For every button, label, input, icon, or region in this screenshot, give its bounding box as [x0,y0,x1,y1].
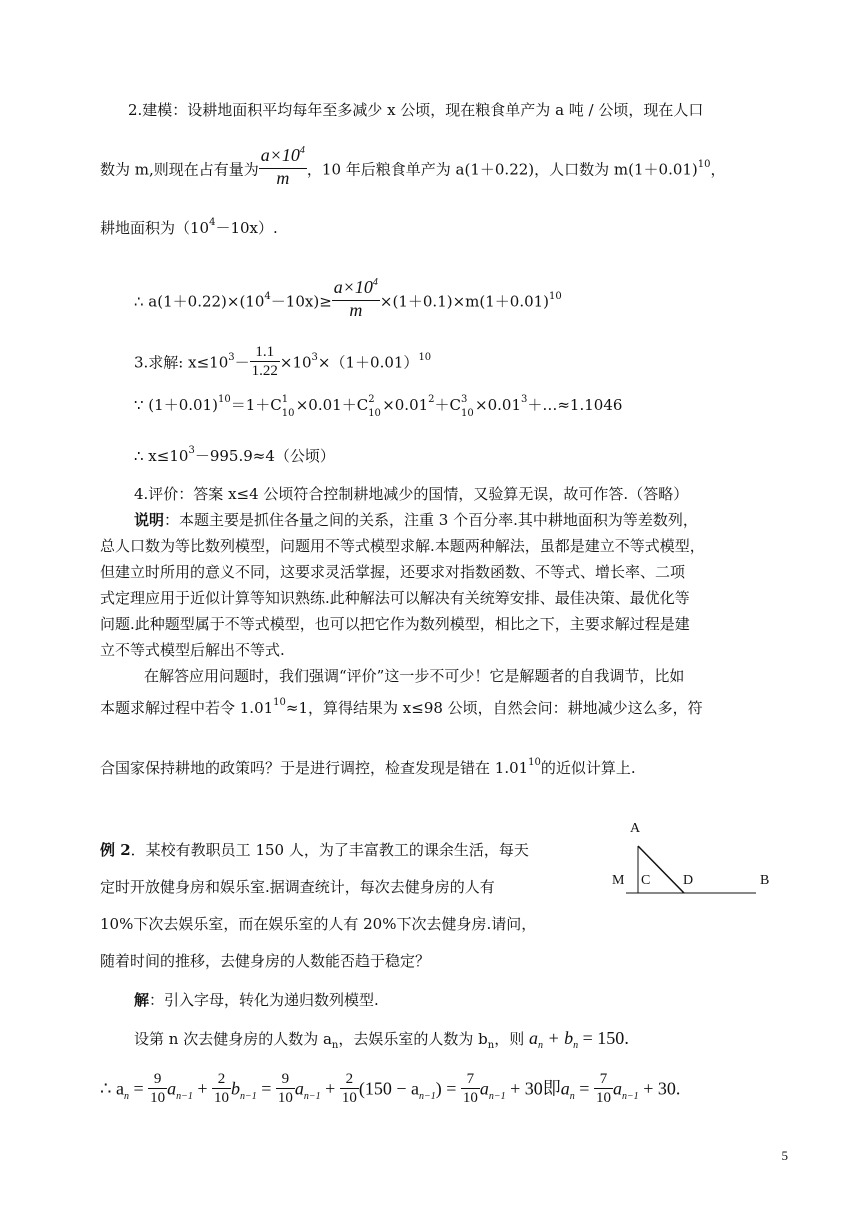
note-line-6: 立不等式模型后解出不等式. [100,641,285,659]
example2-line-2: 定时开放健身房和娱乐室.据调查统计，每次去健身房的人有 [100,878,495,896]
solution-label: 解 [134,991,150,1009]
because-line: ∵ $(1+0.01)^{10}=1+C$ 1 10 ×0.01＋C 2 10 $\times 0.01^2+C$ 3 10 $\times 0.01^3+\dots\approx 1.1046$ [134,394,623,419]
therefore-line: ∴ $x\le 10^3-995.9\approx 4$（公顷） [134,445,335,465]
label-c: C [641,873,651,888]
para2-line-2: 本题求解过程中若令 $1.01^{10}\approx 1$，算得结果为 x≤98 公顷，自然会问：耕地减少这么多，符 [100,697,703,717]
para2-line-3: 合国家保持耕地的政策吗？于是进行调控，检查发现是错在 1.01$^{10}$的近似计算上. [100,757,636,777]
model-inequality: ∴ $a(1+0.22)\times(10^4-10x)\ge$ $\frac{a\times 10^4}{m}$ $\times(1+0.1)\times m(1+0.01)^{10}$ [134,277,562,320]
example2-line-1: 例 2．某校有教职员工 150 人，为了丰富教工的课余生活，每天 [100,841,529,859]
note-line-5: 问题.此种题型属于不等式模型，也可以把它作为数列模型，相比之下，主要求解过程是建 [100,615,690,633]
solution-line-2: 设第 n 次去健身房的人数为 $a_n$，去娱乐室的人数为 $b_n$，则 $a_n + b_n = 150$. [134,1028,629,1051]
example2-line-3: 10%下次去娱乐室，而在娱乐室的人有 20%下次去健身房.请问， [100,915,537,933]
geometry-diagram [600,818,780,908]
label-d: D [683,873,694,888]
example2-line-4: 随着时间的推移，去健身房的人数能否趋于稳定？ [100,952,431,970]
model-line-3: 耕地面积为$(10^4-10x)$. [100,217,278,237]
fraction-a10-4-over-m: $\frac{a\times 10^4}{m}$ [260,145,305,188]
example2-label: 例 2 [100,841,131,859]
label-b: B [760,873,770,888]
note-line-4: 式定理应用于近似计算等知识熟练.此种解法可以解决有关统筹安排、最佳决策、最优化等 [100,589,690,607]
note-line-1: 说明：本题主要是抓住各量之间的关系，注重 3 个百分率.其中耕地面积为等差数列， [134,511,698,529]
solution-line-1: 解：引入字母，转化为递归数列模型. [134,991,379,1009]
label-a: A [630,821,641,836]
page-number: 5 [781,1148,788,1163]
solve-line: 3.求解: $x\le 10^3-$ $\frac{1.1}{1.22}$ $\times 10^3\times(1+0.01)^{10}$ [134,344,432,379]
para2-line-1: 在解答应用问题时，我们强调“评价”这一步不可少！它是解题者的自我调节，比如 [144,667,685,685]
fraction-1.1-over-1.22: $\frac{1.1}{1.22}$ [251,344,278,379]
model-line-1: 2.建模：设耕地面积平均每年至多减少 x 公顷，现在粮食单产为 a 吨 / 公顷，现在人口 [128,101,704,119]
label-m: M [612,873,625,888]
fraction-a10-4-over-m-2: $\frac{a\times 10^4}{m}$ [333,277,378,320]
note-line-3: 但建立时所用的意义不同，这要求灵活掌握，还要求对指数函数、不等式、增长率、二项 [100,563,686,581]
recurrence-equation: ∴ $a_n$ = $\frac{9}{10}$ $a_{n-1}$ + $\frac{2}{10}$ $b_{n-1}$ = $\frac{9}{10}$ $a_{n-1}$ + $\frac{2}{10}$ $(150 - a_{n-1})$ = $\frac{7}{10}$ $a_{n-1} + 30$即$a_n$ = $\frac{7}{10}$ $a_{n-1} + 30$. [100,1071,681,1106]
model-line-2: 数为 m,则现在占有量为 $\frac{a\times 10^4}{m}$ ，10 年后粮食单产为 a(1＋0.22)，人口数为 $m(1+0.01)^{10}$， [100,145,726,188]
evaluation-line: 4.评价：答案 x≤4 公顷符合控制耕地减少的国情，又验算无误，故可作答.（答略） [134,485,689,503]
note-label: 说明 [134,511,165,529]
sum-equation: $a_n + b_n = 150$. [529,1028,629,1051]
note-line-2: 总人口数为等比数列模型，问题用不等式模型求解.本题两种解法，虽都是建立不等式模型， [100,537,705,555]
